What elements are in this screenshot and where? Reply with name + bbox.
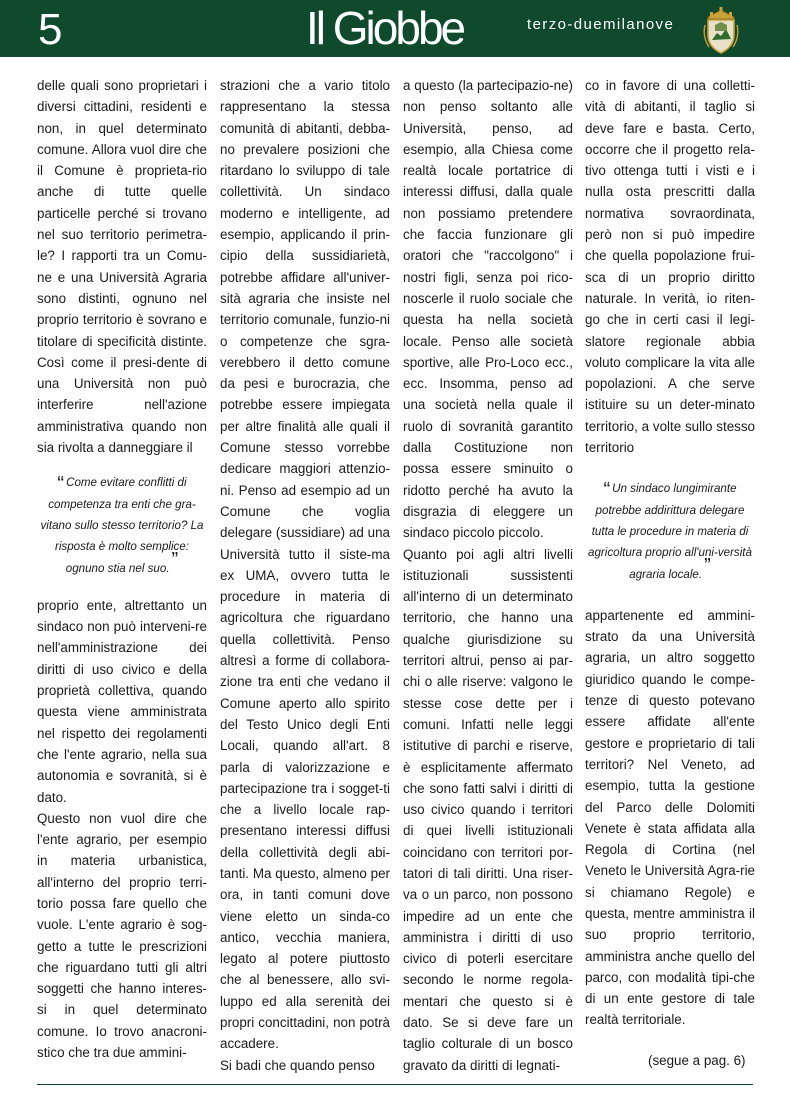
open-quote-icon: “	[57, 473, 65, 496]
pull-quote-1-text: Come evitare conflitti di competenza tra enti che gra-vitano sullo stesso territorio? La risposta è molto semplice: ognuno stia nel suo.	[40, 476, 204, 575]
continued-note: (segue a pag. 6)	[648, 1053, 746, 1068]
column-2	[220, 75, 390, 1076]
coat-of-arms-icon	[703, 3, 739, 55]
column-4	[585, 75, 755, 1031]
pull-quote-2-text: Un sindaco lungimirante potrebbe addirittura delegare tutta le procedure in materia di agricoltura proprio all'uni-versità agraria locale.	[588, 482, 752, 581]
column-4-paragraph-2: appartenente ed ammini-strato da una Università agraria, un altro soggetto giuridico quando le compe-tenze di questo potevano essere affidate all'ente gestore e proprietario di tali territori? Nel Veneto, ad esempio, tutta la gestione del Parco delle Dolomiti Venete è stata affidata alla Regola di Cortina (nel Veneto le Università Agra-rie si chiamano Regole) e questa, mentre amministra il suo proprio territorio, amministra anche quello del parco, con modalità tipi-che di un ente gestore di tale realtà territoriale.	[585, 607, 755, 1028]
column-1	[37, 75, 207, 1063]
pull-quote-2	[585, 478, 755, 584]
pull-quote-1	[37, 472, 207, 578]
close-quote-icon: ”	[704, 554, 711, 577]
column-2-paragraph-2: Si badi che quando penso	[220, 1057, 375, 1073]
footer-divider	[37, 1084, 753, 1085]
page-number: 5	[38, 5, 63, 54]
close-quote-icon: ”	[171, 548, 179, 571]
masthead	[0, 0, 790, 57]
column-1-paragraph-2: proprio ente, altrettanto un sindaco non può interveni-re nell'amministrazione dei diritti di uso civico e della proprietà collettiva, quando questa viene amministrata nel rispetto dei regolamenti che l'ente agrario, nella sua autonomia e sovranità, si è dato.	[37, 597, 207, 805]
column-2-paragraph-1: strazioni che a vario titolo rappresentano la stessa comunità di abitanti, debba-no prevalere posizioni che ritardano lo sviluppo di tale collettività. Un sindaco moderno e intelligente, ad esempio, applicando il prin-cipio della sussidiarietà, potrebbe affidare all'univer-sità agraria che insiste nel territorio comunale, funzio-ni o competenze che sgra-verebbero il detto comune da pesi e burocrazia, che potrebbe essere impiegata per altre finalità alle quali il Comune stesso vorrebbe dedicare maggiori attenzio-ni. Penso ad esempio ad un Comune che voglia delegare (sussidiare) ad una Università tutto il siste-ma ex UMA, ovvero tutta le procedure in materia di agricoltura che riguardano quella collettività. Penso altresì a forme di collabora-zione tra enti che vedano il Comune aperto allo spirito del Testo Unico degli Enti Locali, quando all'art. 8 parla di valorizzazione e partecipazione tra i sogget-ti che a livello locale rap-presentano interessi diffusi della collettività degli abi-tanti. Ma questo, almeno per ora, in tanti comuni dove viene eletto un sinda-co antico, vecchia maniera, legato al potere piuttosto che al benessere, allo svi-luppo ed alla serenità dei propri concittadini, non potrà accadere.	[220, 78, 390, 1052]
column-3-paragraph-1: a questo (la partecipazio-ne) non penso soltanto alle Università, penso, ad esempio, alla Chiesa come realtà locale portatrice di interessi diffusi, dalla quale non possiamo pretendere che faccia funzionare gli oratori che "raccolgono" i nostri figli, senza poi rico-noscerle il ruolo sociale che questa ha nella società locale. Penso alle società sportive, alle Pro-Loco ecc., ecc. Insomma, penso ad una società nella quale il ruolo di sovranità garantito dalla Costituzione non possa essere sminuito o ridotto perché ha avuto la disgrazia di eleggere un sindaco piccolo piccolo.	[403, 78, 573, 541]
column-1-paragraph-3: Questo non vuol dire che l'ente agrario, per esempio in materia urbanistica, all'interno del proprio terri-torio possa fare quello che vuole. L'ente agrario è sog-getto a tutte le prescrizioni che riguardano tutti gli altri soggetti che hanno interes-si in quel determinato comune. Io trovo anacroni-stico che tra due ammini-	[37, 810, 207, 1061]
issue-label: terzo-duemilanove	[527, 16, 675, 33]
column-3-paragraph-2: Quanto poi agli altri livelli istituzionali sussistenti all'interno di un determinato territorio, che hanno una qualche giurisdizione su territori altrui, penso ai par-chi o alle riserve: valgono le stesse cose dette per i comuni. Infatti nelle leggi istitutive di parchi e riserve, è esplicitamente affermato che sono fatti salvi i diritti di uso civico quando i territori di quei livelli istituzionali coincidano con territori por-tatori di tali diritti. Una riser-va o un parco, non possono impedire ad un ente che amministra i diritti di uso civico di poterli esercitare secondo le norme regola-mentari che questo si è dato. Se si deve fare un taglio colturale di un bosco gravato da diritti di legnati-	[403, 546, 573, 1073]
column-4-paragraph-1: co in favore di una colletti-vità di abitanti, il taglio si deve fare e basta. Certo, occorre che il progetto rela-tivo ottenga tutti i visti e i nulla osta prescritti dalla normativa sovraordinata, però non si può impedire che quella popolazione frui-sca di un proprio diritto naturale. In verità, io riten-go che in certi casi il legi-slatore regionale abbia voluto complicare la vita alle popolazioni. A che serve istituire su un deter-minato territorio, a volte sullo stesso territorio	[585, 78, 755, 456]
column-3	[403, 75, 573, 1076]
open-quote-icon: “	[603, 479, 611, 502]
journal-title: Il Giobbe	[306, 2, 464, 54]
column-1-paragraph-1: delle quali sono proprietari i diversi cittadini, residenti e non, in quel determinato comune. Allora vuol dire che il Comune è proprieta-rio anche di tutte quelle particelle perché si trovano nel suo territorio perimetra-le? I rapporti tra un Comu-ne e una Università Agraria sono distinti, ognuno nel proprio territorio è sovrano e titolare di specificità distinte. Così come il presi-dente di una Università non può interferire nell'azione amministrativa quando non sia rivolta a danneggiare il	[37, 78, 207, 456]
